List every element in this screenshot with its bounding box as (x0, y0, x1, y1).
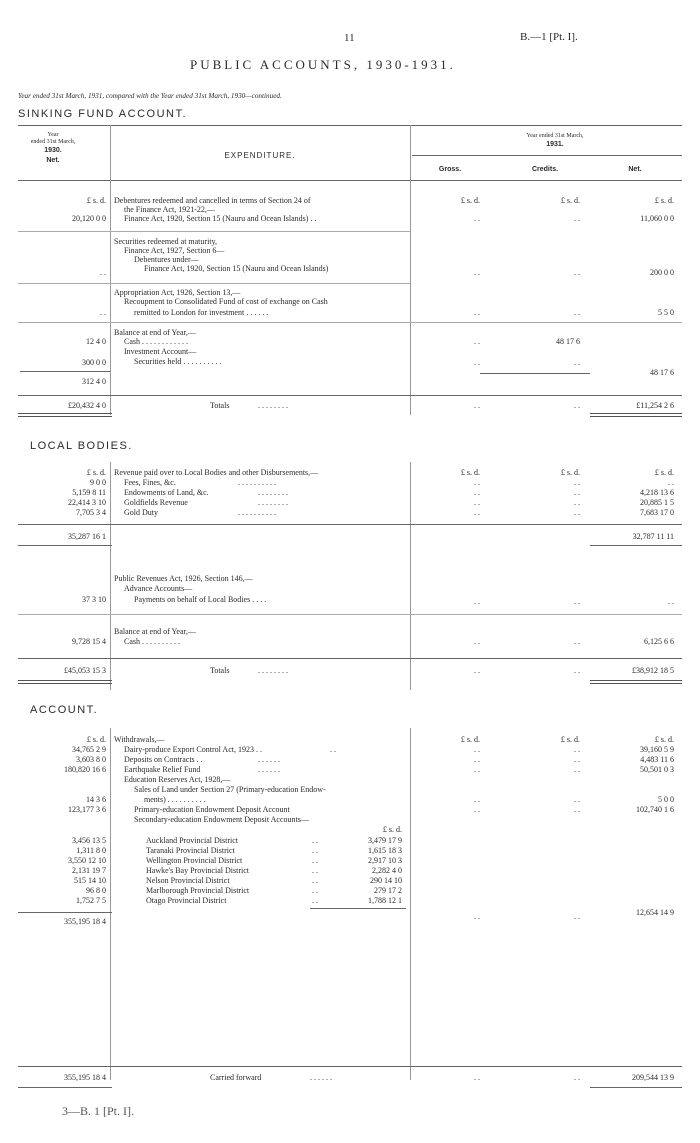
balance-cash-credits: 48 17 6 (556, 337, 580, 346)
list-item-gross: . . (474, 765, 480, 774)
local-units-net: £ s. d. (654, 468, 674, 477)
row-rule (590, 545, 682, 546)
column-divider (110, 728, 111, 1080)
district-amount: 1,615 18 3 (368, 846, 402, 855)
district-dots: . . (312, 896, 318, 905)
district-dots: . . (312, 886, 318, 895)
carried-forward-gross: . . (474, 1073, 480, 1082)
district-dots: . . (312, 876, 318, 885)
units-net: £ s. d. (654, 196, 674, 205)
district-amount: 2,282 4 0 (372, 866, 402, 875)
district-name: Wellington Provincial District (146, 856, 243, 865)
secondary-credits: . . (574, 912, 580, 921)
district-name: Nelson Provincial District (146, 876, 230, 885)
pra-line1: Public Revenues Act, 1926, Section 146,— (114, 574, 253, 583)
subtotal-rule (18, 912, 112, 913)
secondary-net: 12,654 14 9 (636, 908, 674, 917)
district-name: Marlborough Provincial District (146, 886, 250, 895)
education-sales-prev: 14 3 6 (86, 795, 106, 804)
column-divider (110, 125, 111, 415)
list-item-net: 4,483 11 6 (640, 755, 674, 764)
local-totals-dots: . . . . . . . . (258, 666, 288, 675)
account-units-prev: £ s. d. (86, 735, 106, 744)
district-amount: 279 17 2 (374, 886, 402, 895)
col-gross: Gross. (438, 166, 462, 173)
row-rule (18, 283, 410, 284)
list-item-net: 50,501 0 3 (640, 765, 674, 774)
district-dots: . . (312, 846, 318, 855)
local-units-prev: £ s. d. (86, 468, 106, 477)
sinking-totals-net: £11,254 2 6 (636, 401, 674, 410)
balance-cash-prev: 12 4 0 (86, 337, 106, 346)
table-rule (18, 180, 682, 181)
pra-credits: . . (574, 597, 580, 606)
subtotal-rule (20, 371, 110, 372)
approp-credits: . . (574, 308, 580, 317)
sinking-totals-prev: £20,432 4 0 (68, 401, 106, 410)
district-name: Auckland Provincial District (146, 836, 238, 845)
sinking-totals-gross: . . (474, 401, 480, 410)
row-rule (18, 395, 682, 396)
district-dots: . . (312, 866, 318, 875)
district-amount: 1,788 12 1 (368, 896, 402, 905)
district-amount: 2,917 10 3 (368, 856, 402, 865)
list-item-dots: . . . . . . (258, 755, 280, 764)
district-prev: 3,550 12 10 (68, 856, 106, 865)
district-name: Taranaki Provincial District (146, 846, 235, 855)
pra-line3: Payments on behalf of Local Bodies . . . . (134, 595, 267, 604)
local-totals-credits: . . (574, 666, 580, 675)
balance-securities-gross: . . (474, 358, 480, 367)
list-item-label: Dairy-produce Export Control Act, 1923 . . (124, 745, 262, 754)
local-totals-prev: £45,053 15 3 (64, 666, 106, 675)
education-reserves-line5: Secondary-education Endowment Deposit Accounts— (134, 815, 309, 824)
page-subtitle: Year ended 31st March, 1931, compared with the Year ended 31st March, 1930—continued. (18, 92, 282, 100)
district-prev: 3,456 13 5 (72, 836, 106, 845)
list-item-dots: . . . . . . (258, 765, 280, 774)
district-prev: 1,311 8 0 (76, 846, 106, 855)
education-reserves-line2: Sales of Land under Section 27 (Primary-education Endow- (134, 785, 326, 794)
balance-cash-gross: . . (474, 337, 480, 346)
total-double-rule (590, 413, 682, 417)
list-item-credits: . . (574, 745, 580, 754)
debentures-net: 11,060 0 0 (640, 214, 674, 223)
list-item-label: Earthquake Relief Fund (124, 765, 201, 774)
local-subtotal-prev: 35,287 16 1 (68, 532, 106, 541)
column-divider (410, 728, 411, 1080)
section-title-local-bodies: LOCAL BODIES. (30, 440, 133, 452)
col-prev-year: 1930. (44, 147, 62, 154)
list-item-label: Fees, Fines, &c. (124, 478, 176, 487)
education-sales-net: 5 0 0 (658, 795, 674, 804)
list-item-dots: . . (330, 745, 336, 754)
page-title: PUBLIC ACCOUNTS, 1930-1931. (190, 57, 456, 72)
education-reserves-line4: Primary-education Endowment Deposit Account (134, 805, 290, 814)
subtotal-rule (310, 908, 406, 909)
row-rule (18, 614, 682, 615)
district-prev: 96 8 0 (86, 886, 106, 895)
list-item-label: Deposits on Contracts . . (124, 755, 203, 764)
district-amount: 3,479 17 9 (368, 836, 402, 845)
balance-securities-prev: 300 0 0 (82, 358, 106, 367)
education-sales-gross: . . (474, 795, 480, 804)
document-reference: B.—1 [Pt. I]. (520, 31, 578, 43)
list-item-net: 4,218 13 6 (640, 488, 674, 497)
page-number: 11 (344, 32, 355, 44)
column-divider (410, 125, 411, 415)
sinking-totals-credits: . . (574, 401, 580, 410)
local-balance-credits: . . (574, 637, 580, 646)
list-item-gross: . . (474, 755, 480, 764)
list-item-prev: 9 0 0 (90, 478, 106, 487)
balance-total-prev: 312 4 0 (82, 377, 106, 386)
district-dots: . . (312, 856, 318, 865)
section-title-sinking-fund: SINKING FUND ACCOUNT. (18, 108, 188, 120)
list-item-dots: . . . . . . . . (258, 498, 288, 507)
list-item-label: Endowments of Land, &c. (124, 488, 209, 497)
list-item-gross: . . (474, 498, 480, 507)
district-name: Hawke's Bay Provincial District (146, 866, 249, 875)
education-sales-credits: . . (574, 795, 580, 804)
securities-line2: Finance Act, 1927, Section 6— (124, 246, 225, 255)
subtotal-rule (480, 373, 590, 374)
row-rule (18, 1087, 112, 1088)
education-primary-gross: . . (474, 805, 480, 814)
local-balance-gross: . . (474, 637, 480, 646)
list-item-prev: 34,765 2 9 (72, 745, 106, 754)
pra-prev: 37 3 10 (82, 595, 106, 604)
row-rule (590, 1087, 682, 1088)
list-item-prev: 7,705 3 4 (76, 508, 106, 517)
local-balance-line1: Balance at end of Year,— (114, 627, 196, 636)
units-credits: £ s. d. (560, 196, 580, 205)
withdrawals-label: Withdrawals,— (114, 735, 165, 744)
district-prev: 2,131 19 7 (72, 866, 106, 875)
debentures-gross: . . (474, 214, 480, 223)
securities-line3: Debentures under— (134, 255, 199, 264)
table-rule (412, 155, 682, 156)
list-item-label: Gold Duty (124, 508, 158, 517)
col-expenditure: EXPENDITURE. (224, 151, 296, 160)
securities-credits: . . (574, 268, 580, 277)
carried-forward-credits: . . (574, 1073, 580, 1082)
revenue-line: Revenue paid over to Local Bodies and other Disbursements,— (114, 468, 319, 477)
account-units-gross: £ s. d. (460, 735, 480, 744)
row-rule (18, 322, 682, 323)
list-item-gross: . . (474, 508, 480, 517)
list-item-credits: . . (574, 478, 580, 487)
district-prev: 515 14 10 (74, 876, 106, 885)
inner-units: £ s. d. (382, 825, 402, 834)
education-reserves-line3: ments) . . . . . . . . . . (144, 795, 206, 804)
col-current-line1: Year ended 31st March, (526, 133, 584, 139)
list-item-credits: . . (574, 765, 580, 774)
secondary-gross: . . (474, 912, 480, 921)
approp-line1: Appropriation Act, 1926, Section 13,— (114, 288, 241, 297)
list-item-dots: . . . . . . . . . . (238, 478, 276, 487)
debentures-credits: . . (574, 214, 580, 223)
securities-gross: . . (474, 268, 480, 277)
account-units-net: £ s. d. (654, 735, 674, 744)
debentures-line2: the Finance Act, 1921-22,— (124, 205, 215, 214)
balance-line4: Securities held . . . . . . . . . . (134, 357, 222, 366)
local-balance-net: 6,125 6 6 (644, 637, 674, 646)
pra-gross: . . (474, 597, 480, 606)
district-amount: 290 14 10 (370, 876, 402, 885)
list-item-prev: 22,414 3 10 (68, 498, 106, 507)
list-item-label: Goldfields Revenue (124, 498, 188, 507)
col-prev-net: Net. (46, 157, 60, 164)
local-balance-prev: 9,728 15 4 (72, 637, 106, 646)
list-item-credits: . . (574, 508, 580, 517)
list-item-net: . . (668, 478, 674, 487)
education-primary-credits: . . (574, 805, 580, 814)
debentures-line3: Finance Act, 1920, Section 15 (Nauru and Ocean Islands) . . (124, 214, 317, 223)
col-prev-line2: ended 31st March, (30, 139, 76, 145)
district-name: Otago Provincial District (146, 896, 227, 905)
debentures-prev: 20,120 0 0 (72, 214, 106, 223)
securities-line4: Finance Act, 1920, Section 15 (Nauru and Ocean Islands) (144, 264, 329, 273)
approp-net: 5 5 0 (658, 308, 674, 317)
approp-line2: Recoupment to Consolidated Fund of cost of exchange on Cash (124, 297, 328, 306)
local-balance-line2: Cash . . . . . . . . . . (124, 637, 180, 646)
local-subtotal-net: 32,787 11 11 (632, 532, 674, 541)
carried-forward-net: 209,544 13 9 (632, 1073, 674, 1082)
list-item-gross: . . (474, 478, 480, 487)
education-primary-prev: 123,177 3 6 (68, 805, 106, 814)
balance-line2: Cash . . . . . . . . . . . . (124, 337, 188, 346)
balance-securities-credits: . . (574, 358, 580, 367)
col-net: Net. (628, 166, 642, 173)
list-item-net: 39,160 5 9 (640, 745, 674, 754)
units-prev: £ s. d. (86, 196, 106, 205)
col-current-year: 1931. (546, 141, 564, 148)
total-double-rule (590, 680, 682, 684)
pra-net: . . (668, 597, 674, 606)
education-reserves-line1: Education Reserves Act, 1928,— (124, 775, 231, 784)
list-item-gross: . . (474, 488, 480, 497)
list-item-credits: . . (574, 498, 580, 507)
carried-forward-label: Carried forward (210, 1073, 262, 1082)
column-divider (110, 462, 111, 690)
balance-line3: Investment Account— (124, 347, 197, 356)
list-item-prev: 5,159 8 11 (72, 488, 106, 497)
row-rule (18, 545, 112, 546)
local-totals-gross: . . (474, 666, 480, 675)
list-item-dots: . . . . . . . . (258, 488, 288, 497)
total-double-rule (18, 413, 112, 417)
local-totals-label: Totals (210, 666, 230, 675)
table-rule (18, 125, 682, 126)
list-item-net: 20,885 1 5 (640, 498, 674, 507)
carried-forward-dots: . . . . . . (310, 1073, 332, 1082)
list-item-credits: . . (574, 488, 580, 497)
district-prev: 1,752 7 5 (76, 896, 106, 905)
approp-prev: . . (100, 308, 106, 317)
carried-forward-prev: 355,195 18 4 (64, 1073, 106, 1082)
approp-gross: . . (474, 308, 480, 317)
local-units-gross: £ s. d. (460, 468, 480, 477)
list-item-credits: . . (574, 755, 580, 764)
row-rule (18, 658, 682, 659)
col-prev-line1: Year (47, 132, 59, 138)
list-item-prev: 3,603 8 0 (76, 755, 106, 764)
sinking-totals-label: Totals (210, 401, 230, 410)
subtotal-rule (18, 524, 682, 525)
list-item-dots: . . . . . . . . . . (238, 508, 276, 517)
local-totals-net: £38,912 18 5 (632, 666, 674, 675)
list-item-gross: . . (474, 745, 480, 754)
securities-line1: Securities redeemed at maturity, (114, 237, 217, 246)
list-item-prev: 180,820 16 6 (64, 765, 106, 774)
account-units-credits: £ s. d. (560, 735, 580, 744)
row-rule (18, 1066, 682, 1067)
sinking-totals-dots: . . . . . . . . (258, 401, 288, 410)
column-divider (410, 462, 411, 690)
list-item-net: 7,683 17 0 (640, 508, 674, 517)
debentures-line1: Debentures redeemed and cancelled in terms of Section 24 of (114, 196, 311, 205)
signature-mark: 3—B. 1 [Pt. I]. (62, 1104, 134, 1118)
balance-line1: Balance at end of Year,— (114, 328, 196, 337)
securities-net: 200 0 0 (650, 268, 674, 277)
pra-line2: Advance Accounts— (124, 584, 193, 593)
securities-prev: . . (100, 268, 106, 277)
account-subtotal-prev: 355,195 18 4 (64, 917, 106, 926)
balance-net: 48 17 6 (650, 368, 674, 377)
total-double-rule (18, 680, 112, 684)
local-units-credits: £ s. d. (560, 468, 580, 477)
approp-line3: remitted to London for investment . . . . . . (134, 308, 269, 317)
units-gross: £ s. d. (460, 196, 480, 205)
row-rule (18, 231, 410, 232)
education-primary-net: 102,740 1 6 (636, 805, 674, 814)
section-title-account: ACCOUNT. (30, 704, 99, 716)
district-dots: . . (312, 836, 318, 845)
col-credits: Credits. (531, 166, 559, 173)
